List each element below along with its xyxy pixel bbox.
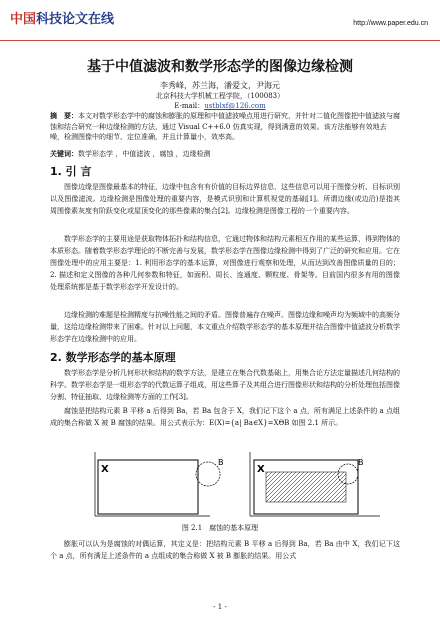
section-2-paragraph-3: 膨胀可以认为是腐蚀的对偶运算，其定义是：把结构元素 B 平移 a 后得到 Ba，若 Ba 由中 X，我们记下这个 a 点，所有满足上述条件的 a 点组成的集合称做 X 被 B 膨胀的结果。用公式 [50, 540, 400, 560]
left-set-x [98, 460, 198, 514]
site-header [0, 0, 440, 41]
abstract [50, 111, 400, 143]
email-label: E-mail： [174, 102, 205, 110]
left-x-label: X [101, 464, 109, 475]
keywords-text: 数学形态学 ，中值滤波 ，腐蚀 ，边缘检测 [78, 150, 211, 158]
site-url[interactable]: http://www.paper.edu.cn [353, 20, 428, 27]
abstract-text: 本文对数学形态学中的腐蚀和膨胀的原理和中值滤波噪点用进行研究，并针对二值化图像把中值滤波与腐蚀和结合研究一种边缘检测的方法，通过 Visual C++6.0 仿真实现，得到满意的效果。该方法能够有效地去噪，检测图像中的细节、定位准确，并且计算量小，效率高。 [50, 112, 400, 141]
section-1-paragraph-2: 数学形态学的主要用途是获取物体拓扑和结构信息，它通过物体和结构元素相互作用的某些运算，得到物体的本质形态。随着数学形态学理论的不断完善与发展，数学形态学在图像边缘检测中得到了广泛的研究和应用。它在图像处理中的应用主要是：1. 利用形态学的基本运算，对图像进行观察和处理，从而达到改善图像质量的目的；2. 描述和定义图像的各种几何参数和特征，如面积、周长、连通度、颗粒度、骨架等。目前国内很多有用的图像处理系统都是基于数学形态学开发设计的。 [50, 235, 400, 291]
paper-email [0, 101, 440, 111]
page-number: - 1 - [213, 603, 227, 611]
keywords [50, 149, 400, 159]
right-b-label: B [358, 458, 364, 467]
paper-affiliation: 北京科技大学机械工程学院，（100083） [155, 92, 285, 100]
section-1-paragraph-1: 图像边缘是图像最基本的特征，边缘中包含有有价值的目标边界信息，这些信息可以用于图像分析、目标识别以及图像滤波。边缘检测是图像处理的重要内容，是模式识别和计算机视觉的基础[1]。所谓边缘(或边沿)是指其周围像素灰度有阶跃变化或屋顶变化的那些像素的集合[2]。边缘检测是图像工程的一个重要内容。 [50, 183, 400, 215]
paper-authors: 李秀峰，苏兰海，潘爱文，尹海元 [160, 81, 280, 90]
figure-caption: 图 2.1 腐蚀的基本原理 [181, 524, 259, 532]
abstract-label: 摘 要： [50, 111, 78, 120]
left-b-label: B [218, 458, 224, 467]
section-2-heading: 2. 数学形态学的基本原理 [50, 351, 176, 364]
left-structuring-element [196, 462, 220, 486]
paper-title: 基于中值滤波和数学形态学的图像边缘检测 [87, 59, 353, 75]
erosion-diagram [60, 448, 390, 520]
section-1-heading: 1. 引 言 [50, 165, 92, 178]
erosion-result [266, 472, 346, 502]
keywords-label: 关键词： [50, 149, 78, 158]
section-1-paragraph-3: 边缘检测的难题是检测精度与抗噪性能之间的矛盾。图像普遍存在噪声。图像边缘和噪声均为频域中的高频分量，这给边缘检测带来了困难。针对以上问题，本文重点介绍数学形态学的基本原理并结合图像中值滤波分析数学形态学在边缘检测中的应用。 [50, 311, 400, 343]
right-x-label: X [257, 464, 265, 475]
section-2-paragraph-1: 数学形态学是分析几何形状和结构的数学方法，是建立在集合代数基础上，用集合论方法定量描述几何结构的科学。数学形态学是一组形态学的代数运算子组成，用这些算子及其组合进行图像形状和结构的分析处理包括图像分割、特征抽取、边缘检测等方面的工作[3]。 [50, 369, 400, 401]
email-link[interactable]: ustblxf@126.com [204, 102, 266, 110]
figure-2-1 [60, 448, 390, 520]
logo-blue-text: 科技论文在线 [36, 12, 115, 27]
site-logo[interactable] [10, 8, 114, 27]
section-2-paragraph-2: 腐蚀是把结构元素 B 平移 a 后得到 Ba，若 Ba 包含于 X，我们记下这个 a 点，所有满足上述条件的 a 点组成的集合称做 X 被 B 腐蚀的结果。用公式表示为：E(X)={a| Ba∈X}=XΘB 如图 2.1 所示。 [50, 407, 400, 427]
logo-red-text: 中国 [10, 12, 37, 27]
